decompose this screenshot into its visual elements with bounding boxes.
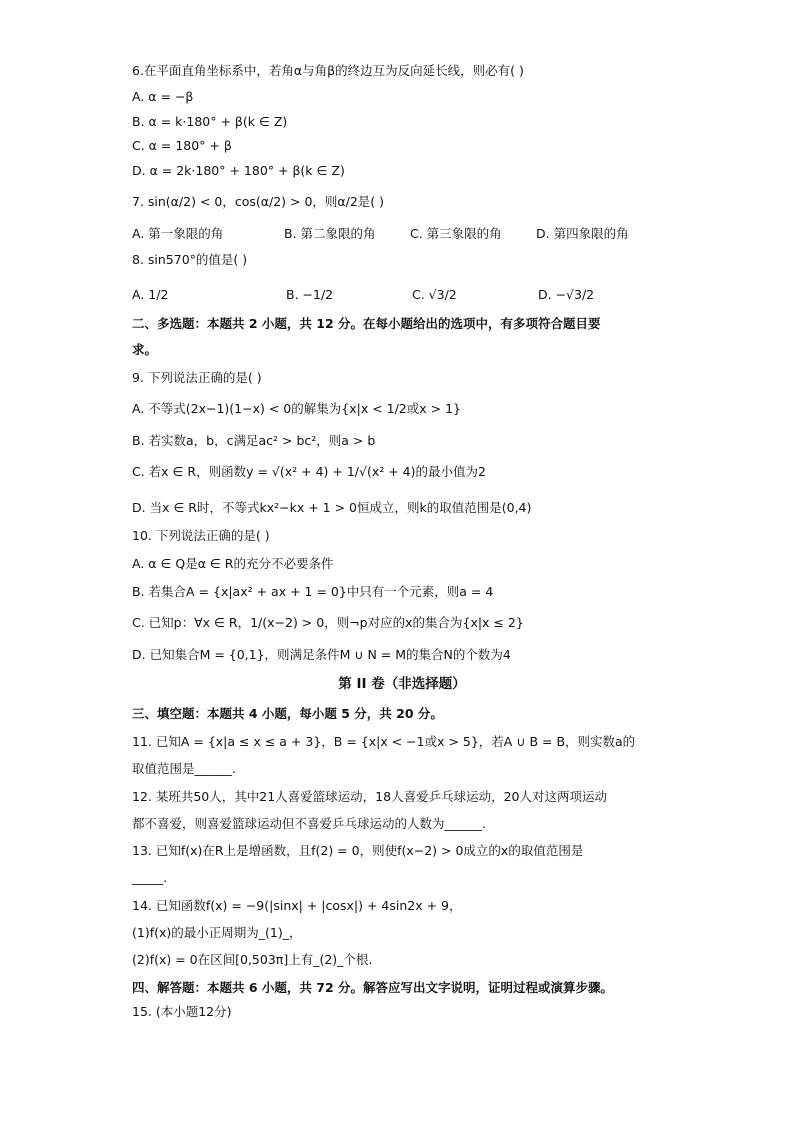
q10-option-b: B. 若集合A = {x|ax² + ax + 1 = 0}中只有一个元素，则a = 4 (132, 584, 494, 599)
q13-line1: 13. 已知f(x)在R上是增函数，且f(2) = 0，则使f(x−2) > 0成立的x的取值范围是 (132, 843, 584, 858)
q6-stem: 6.在平面直角坐标系中，若角α与角β的终边互为反向延长线，则必有( ) (132, 63, 524, 78)
section2-heading: 二、多选题：本题共 2 小题，共 12 分。在每小题给出的选项中，有多项符合题目要 (132, 316, 601, 331)
part2-title: 第 II 卷（非选择题） (338, 676, 466, 692)
q9-option-d: D. 当x ∈ R时，不等式kx²−kx + 1 > 0恒成立，则k的取值范围是(0,4) (132, 500, 532, 515)
q9-option-b: B. 若实数a，b，c满足ac² > bc²，则a > b (132, 433, 376, 448)
q13-line2: _____. (132, 870, 168, 885)
section4-heading: 四、解答题：本题共 6 小题，共 72 分。解答应写出文字说明，证明过程或演算步骤。 (132, 980, 614, 995)
q12-line2: 都不喜爱，则喜爱篮球运动但不喜爱乒乓球运动的人数为______. (132, 816, 486, 831)
q9-stem: 9. 下列说法正确的是( ) (132, 370, 262, 385)
q15-heading: 15. (本小题12分) (132, 1004, 232, 1019)
q7-stem: 7. sin(α/2) < 0，cos(α/2) > 0，则α/2是( ) (132, 194, 385, 209)
q11-line1: 11. 已知A = {x|a ≤ x ≤ a + 3}，B = {x|x < −1或x > 5}，若A ∪ B = B，则实数a的 (132, 734, 636, 749)
q7-option-a: A. 第一象限的角 (132, 226, 224, 241)
q7-options (132, 225, 629, 242)
q7-option-b: B. 第二象限的角 (284, 226, 376, 241)
q14-line2: (1)f(x)的最小正周期为_(1)_， (132, 925, 302, 940)
q7-option-d: D. 第四象限的角 (536, 226, 629, 241)
q14-line1: 14. 已知函数f(x) = −9(|sinx| + |cosx|) + 4sin2x + 9， (132, 898, 462, 913)
q6-option-c: C. α = 180° + β (132, 138, 232, 153)
q9-option-c: C. 若x ∈ R，则函数y = √(x² + 4) + 1/√(x² + 4)的最小值为2 (132, 464, 486, 479)
q8-stem: 8. sin570°的值是( ) (132, 252, 248, 267)
q8-option-d: D. −√3/2 (538, 287, 595, 302)
q6-option-d: D. α = 2k·180° + 180° + β(k ∈ Z) (132, 163, 345, 178)
q7-option-c: C. 第三象限的角 (410, 226, 502, 241)
section2-heading-cont: 求。 (132, 342, 158, 357)
q10-option-d: D. 已知集合M = {0,1}，则满足条件M ∪ N = M的集合N的个数为4 (132, 647, 511, 662)
q6-option-a: A. α = −β (132, 89, 194, 104)
q10-option-a: A. α ∈ Q是α ∈ R的充分不必要条件 (132, 556, 334, 571)
q11-line2: 取值范围是______. (132, 761, 236, 776)
q10-stem: 10. 下列说法正确的是( ) (132, 528, 270, 543)
q14-line3: (2)f(x) = 0在区间[0,503π]上有_(2)_个根. (132, 952, 373, 967)
q8-options (132, 286, 594, 303)
q6-option-b: B. α = k·180° + β(k ∈ Z) (132, 114, 288, 129)
q8-option-a: A. 1/2 (132, 287, 169, 302)
q8-option-c: C. √3/2 (412, 287, 457, 302)
q9-option-a: A. 不等式(2x−1)(1−x) < 0的解集为{x|x < 1/2或x > 1} (132, 401, 461, 416)
q10-option-c: C. 已知p：∀x ∈ R，1/(x−2) > 0，则¬p对应的x的集合为{x|x ≤ 2} (132, 615, 524, 630)
q8-option-b: B. −1/2 (286, 287, 334, 302)
q12-line1: 12. 某班共50人，其中21人喜爱篮球运动，18人喜爱乒乓球运动，20人对这两项运动 (132, 789, 607, 804)
section3-heading: 三、填空题：本题共 4 小题，每小题 5 分，共 20 分。 (132, 706, 443, 721)
